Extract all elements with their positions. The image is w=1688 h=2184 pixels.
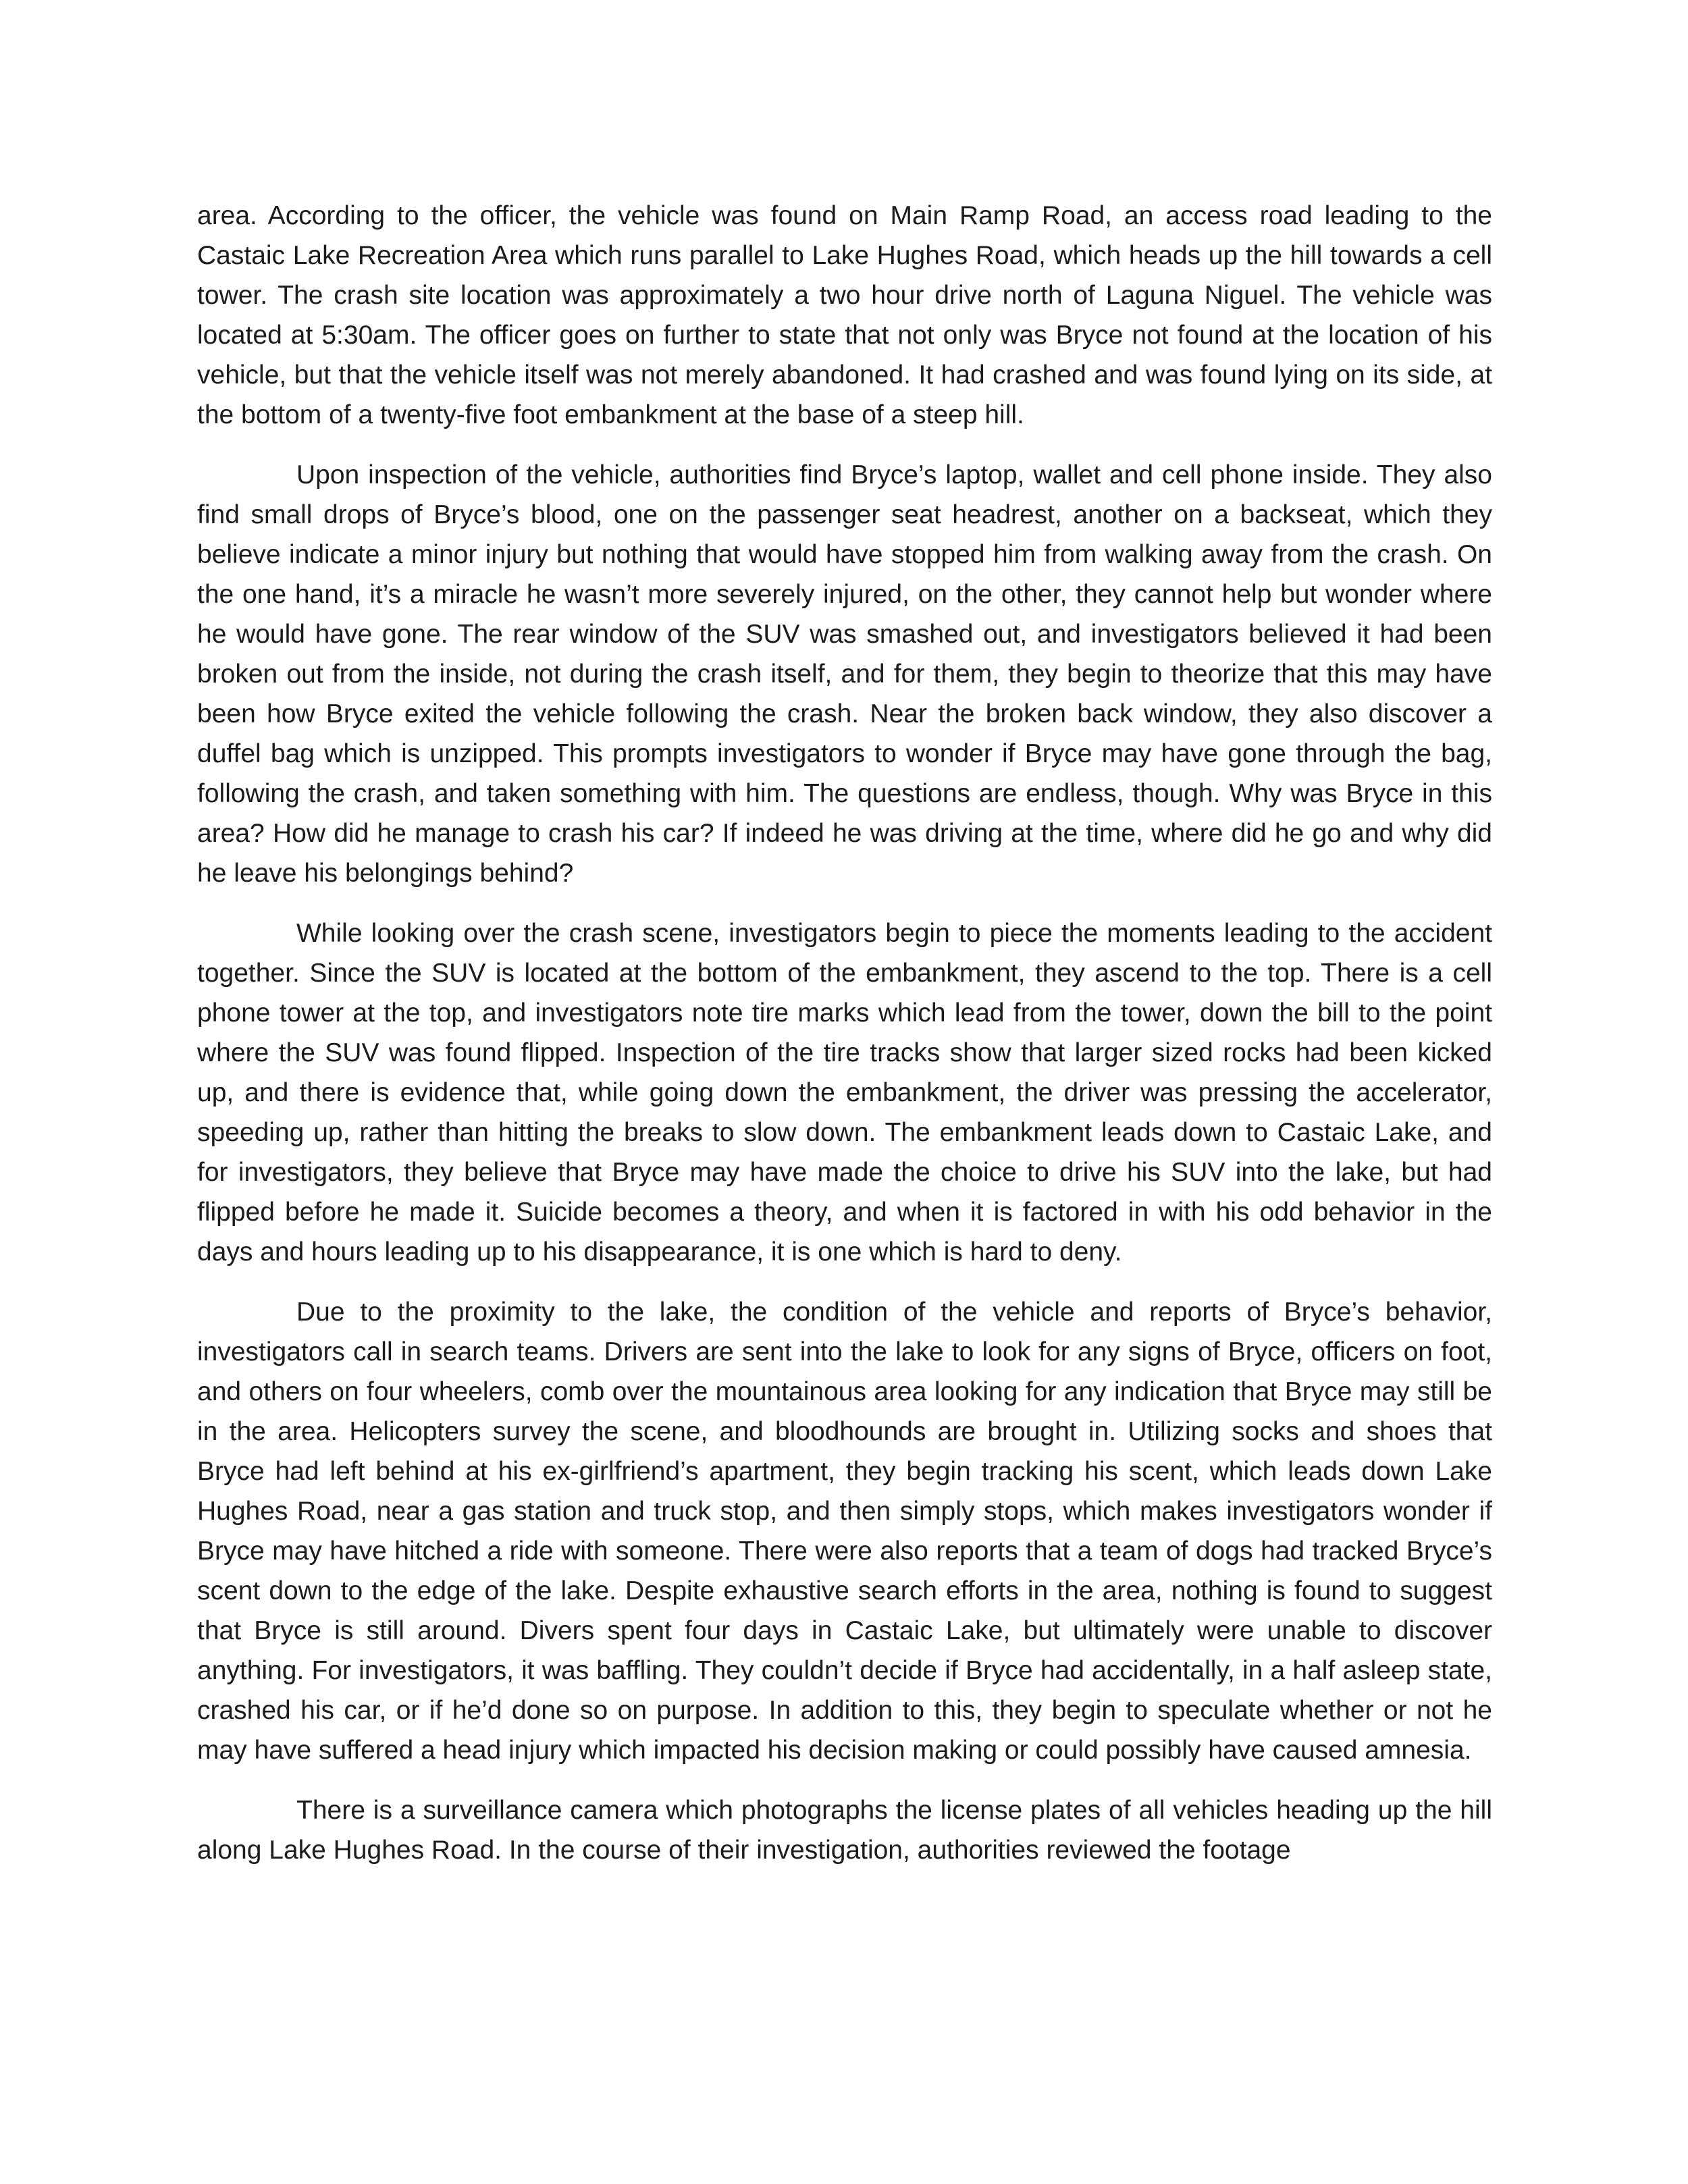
paragraph-1: area. According to the officer, the vehicle was found on Main Ramp Road, an access road leading to the Castaic Lake Recreation Area which runs parallel to Lake Hughes Road, which heads up the hill towards a cell tower. The crash site location was approximately a two hour drive north of Laguna Niguel. The vehicle was located at 5:30am. The officer goes on further to state that not only was Bryce not found at the location of his vehicle, but that the vehicle itself was not merely abandoned. It had crashed and was found lying on its side, at the bottom of a twenty-five foot embankment at the base of a steep hill. (197, 201, 1492, 429)
paragraph-3: While looking over the crash scene, investigators begin to piece the moments leading to the accident together. Since the SUV is located at the bottom of the embankment, they ascend to the top. There is a cell phone tower at the top, and investigators note tire marks which lead from the tower, down the bill to the point where the SUV was found flipped. Inspection of the tire tracks show that larger sized rocks had been kicked up, and there is evidence that, while going down the embankment, the driver was pressing the accelerator, speeding up, rather than hitting the breaks to slow down. The embankment leads down to Castaic Lake, and for investigators, they believe that Bryce may have made the choice to drive his SUV into the lake, but had flipped before he made it. Suicide becomes a theory, and when it is factored in with his odd behavior in the days and hours leading up to his disappearance, it is one which is hard to deny. (197, 919, 1492, 1267)
paragraph-4: Due to the proximity to the lake, the condition of the vehicle and reports of Bryce’s behavior, investigators call in search teams. Drivers are sent into the lake to look for any signs of Bryce, officers on foot, and others on four wheelers, comb over the mountainous area looking for any indication that Bryce may still be in the area. Helicopters survey the scene, and bloodhounds are brought in. Utilizing socks and shoes that Bryce had left behind at his ex-girlfriend’s apartment, they begin tracking his scent, which leads down Lake Hughes Road, near a gas station and truck stop, and then simply stops, which makes investigators wonder if Bryce may have hitched a ride with someone. There were also reports that a team of dogs had tracked Bryce’s scent down to the edge of the lake. Despite exhaustive search efforts in the area, nothing is found to suggest that Bryce is still around. Divers spent four days in Castaic Lake, but ultimately were unable to discover anything. For investigators, it was baffling. They couldn’t decide if Bryce had accidentally, in a half asleep state, crashed his car, or if he’d done so on purpose. In addition to this, they begin to speculate whether or not he may have suffered a head injury which impacted his decision making or could possibly have caused amnesia. (197, 1298, 1492, 1765)
paragraph-2: Upon inspection of the vehicle, authorities find Bryce’s laptop, wallet and cell phone inside. They also find small drops of Bryce’s blood, one on the passenger seat headrest, another on a backseat, which they believe indicate a minor injury but nothing that would have stopped him from walking away from the crash. On the one hand, it’s a miracle he wasn’t more severely injured, on the other, they cannot help but wonder where he would have gone. The rear window of the SUV was smashed out, and investigators believed it had been broken out from the inside, not during the crash itself, and for them, they begin to theorize that this may have been how Bryce exited the vehicle following the crash. Near the broken back window, they also discover a duffel bag which is unzipped. This prompts investigators to wonder if Bryce may have gone through the bag, following the crash, and taken something with him. The questions are endless, though. Why was Bryce in this area? How did he manage to crash his car? If indeed he was driving at the time, where did he go and why did he leave his belongings behind? (197, 460, 1492, 888)
paragraph-5: There is a surveillance camera which photographs the license plates of all vehicles heading up the hill along Lake Hughes Road. In the course of their investigation, authorities reviewed the footage (197, 1796, 1492, 1865)
document-body (197, 196, 1492, 1890)
